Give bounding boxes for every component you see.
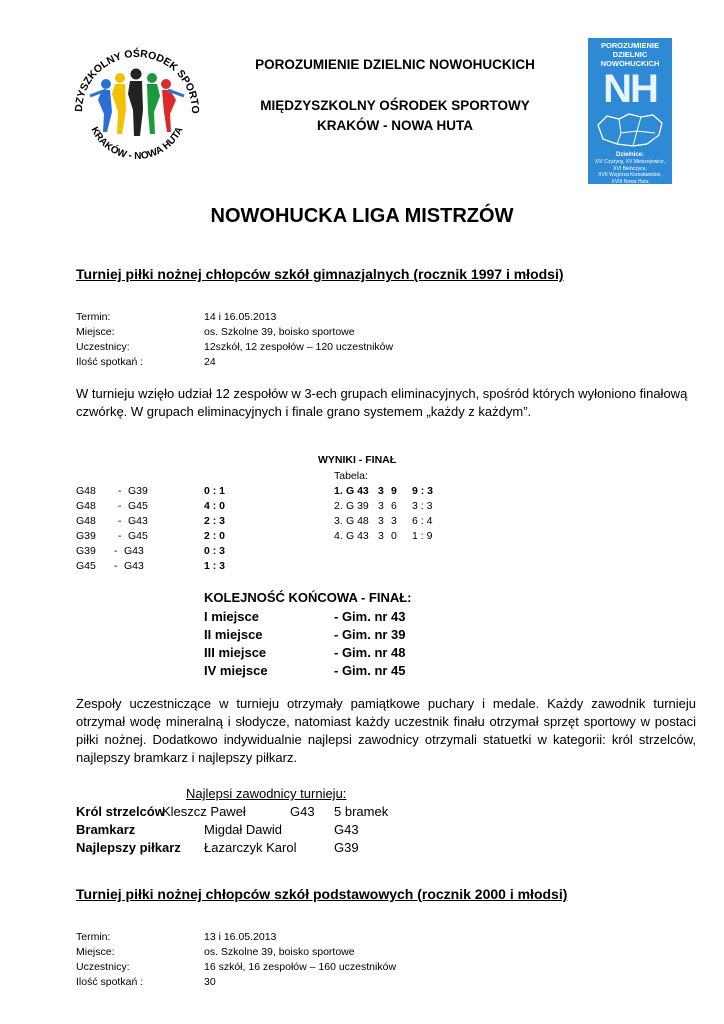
info-value: os. Szkolne 39, boisko sportowe (204, 946, 355, 958)
final-place: II miejsce (204, 627, 263, 642)
nh-logo-mark: NH (603, 67, 657, 111)
info-label: Miejsce: (76, 326, 115, 338)
nh-logo-title-1: POROZUMIENIE (601, 41, 659, 50)
nh-logo-district: XVII Wzgórza Krzesławickie, (598, 172, 662, 178)
match-away: G43 (128, 515, 148, 527)
table-label: Tabela: (334, 470, 368, 482)
standing-points: 6 (391, 500, 397, 512)
standing-played: 3 (378, 530, 384, 542)
match-sep: - (118, 485, 122, 497)
info-value: 14 i 16.05.2013 (204, 311, 277, 323)
standing-goals: 1 : 9 (412, 530, 433, 542)
tournament-description: W turnieju wzięło udział 12 zespołów w 3-ech grupach eliminacyjnych, spośród których wyłoniono finałową czwórkę. W grupach eliminacyjnych i finale grano systemem „każdy z każdym”. (76, 386, 688, 419)
info-label: Termin: (76, 311, 111, 323)
award-category: Bramkarz (76, 822, 136, 837)
logo-ring-bottom-text: KRAKÓW - NOWA HUTA (88, 125, 186, 162)
standing-played: 3 (378, 485, 384, 497)
districts-map-icon (595, 111, 665, 149)
match-sep: - (118, 500, 122, 512)
match-away: G45 (128, 500, 148, 512)
info-label: Ilość spotkań : (76, 356, 144, 368)
standing-pos: 3. (334, 515, 343, 527)
final-school: - Gim. nr 45 (334, 663, 406, 678)
match-score: 2 : 3 (204, 515, 226, 527)
info-value: 16 szkół, 16 zespołów – 160 uczestników (204, 961, 397, 973)
info-value: 30 (204, 976, 216, 988)
info-label: Miejsce: (76, 946, 115, 958)
match-away: G45 (128, 530, 148, 542)
info-value: 13 i 16.05.2013 (204, 931, 277, 943)
page-title: NOWOHUCKA LIGA MISTRZÓW (210, 205, 514, 227)
match-score: 1 : 3 (204, 560, 226, 572)
standing-team: G 39 (346, 500, 369, 512)
match-score: 2 : 0 (204, 530, 226, 542)
player-team: G43 (334, 822, 359, 837)
player-team: G43 (290, 804, 315, 819)
match-score: 0 : 3 (204, 545, 226, 557)
standing-pos: 2. (334, 500, 343, 512)
nh-logo-title-3: NOWOHUCKICH (600, 59, 660, 68)
match-score: 4 : 0 (204, 500, 226, 512)
standing-points: 3 (391, 515, 397, 527)
center-location: KRAKÓW - NOWA HUTA (317, 118, 473, 133)
final-place: I miejsce (204, 609, 259, 624)
standing-points: 0 (391, 530, 397, 542)
best-players-heading: Najlepsi zawodnicy turnieju: (186, 786, 347, 801)
award-category: Król strzelców (76, 804, 165, 819)
match-away: G43 (124, 545, 144, 557)
standing-points: 9 (391, 485, 397, 497)
final-place: IV miejsce (204, 663, 268, 678)
info-value: os. Szkolne 39, boisko sportowe (204, 326, 355, 338)
info-label: Termin: (76, 931, 111, 943)
nh-logo-district: XIV Czyżyny, XV Mistrzejowice, (594, 159, 666, 165)
standing-played: 3 (378, 500, 384, 512)
awards-description: Zespoły uczestniczące w turnieju otrzymały pamiątkowe puchary i medale. Każdy zawodnik turnieju otrzymał wodę mineralną i słodycze, natomiast każdy uczestnik finału otrzymał sprzęt sportowy w postaci piłki nożnej. Dodatkowo indywidualnie najlepsi zawodnicy otrzymali statuetki w kategorii: król strzelców, najlepszy bramkarz i najlepszy piłkarz. (76, 696, 696, 765)
tournament-2-title: Turniej piłki nożnej chłopców szkół podstawowych (rocznik 2000 i młodsi) (76, 886, 568, 902)
tournament-1-title: Turniej piłki nożnej chłopców szkół gimnazjalnych (rocznik 1997 i młodsi) (76, 266, 564, 282)
match-home: G48 (76, 485, 96, 497)
match-home: G39 (76, 545, 96, 557)
player-extra: 5 bramek (334, 804, 389, 819)
info-value: 12szkół, 12 zespołów – 120 uczestników (204, 341, 394, 353)
nh-logo-title-2: DZIELNIC (612, 50, 648, 59)
match-sep: - (118, 515, 122, 527)
info-value: 24 (204, 356, 216, 368)
standing-pos: 1. (334, 485, 343, 497)
match-sep: - (118, 530, 122, 542)
award-category: Najlepszy piłkarz (76, 840, 181, 855)
match-sep: - (114, 560, 118, 572)
standing-goals: 3 : 3 (412, 500, 433, 512)
final-school: - Gim. nr 48 (334, 645, 406, 660)
nh-logo-districts-label: Dzielnice: (615, 152, 644, 158)
match-home: G39 (76, 530, 96, 542)
player-name: Kleszcz Paweł (162, 804, 246, 819)
results-heading: WYNIKI - FINAŁ (318, 454, 397, 466)
nh-logo (588, 38, 672, 184)
match-away: G43 (124, 560, 144, 572)
player-name: Łazarczyk Karol (204, 840, 297, 855)
final-school: - Gim. nr 39 (334, 627, 406, 642)
final-order-heading: KOLEJNOŚĆ KOŃCOWA - FINAŁ: (204, 590, 412, 605)
match-score: 0 : 1 (204, 485, 226, 497)
nh-logo-district: XVIII Nowa Huta (611, 178, 649, 185)
match-home: G48 (76, 500, 96, 512)
standing-goals: 9 : 3 (412, 485, 434, 497)
standing-pos: 4. (334, 530, 343, 542)
standing-team: G 48 (346, 515, 369, 527)
info-label: Uczestnicy: (76, 341, 130, 353)
player-name: Migdał Dawid (204, 822, 283, 837)
info-label: Uczestnicy: (76, 961, 130, 973)
mos-logo (60, 34, 214, 176)
match-sep: - (114, 545, 118, 557)
info-label: Ilość spotkań : (76, 976, 144, 988)
match-home: G48 (76, 515, 96, 527)
match-away: G39 (128, 485, 148, 497)
logo-ring-top-text: DZYSZKOLNY OŚRODEK SPORTO (72, 47, 202, 114)
standing-team: G 43 (346, 485, 369, 497)
player-team: G39 (334, 840, 359, 855)
center-name: MIĘDZYSZKOLNY OŚRODEK SPORTOWY (260, 98, 530, 113)
final-place: III miejsce (204, 645, 267, 660)
standing-goals: 6 : 4 (412, 515, 433, 527)
match-home: G45 (76, 560, 96, 572)
final-school: - Gim. nr 43 (334, 609, 406, 624)
nh-logo-district: XVI Bieńczyce, (613, 165, 647, 172)
standing-played: 3 (378, 515, 384, 527)
org-name: POROZUMIENIE DZIELNIC NOWOHUCKICH (255, 57, 535, 72)
standing-team: G 43 (346, 530, 369, 542)
athletes-figures (90, 69, 184, 137)
